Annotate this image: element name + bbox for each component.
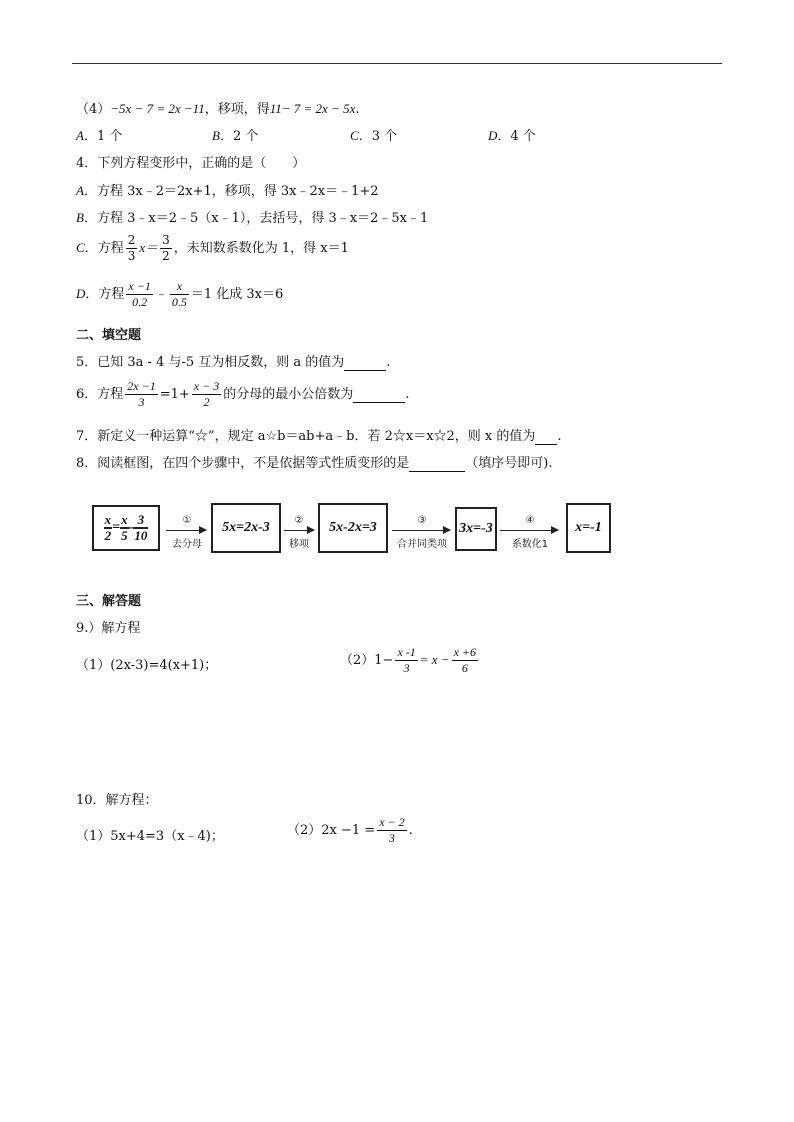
- option-letter: A: [76, 183, 84, 198]
- denominator: 0.2: [132, 295, 148, 309]
- option-letter: C: [350, 128, 359, 143]
- step-number: ①: [182, 515, 192, 526]
- fraction: [377, 815, 406, 846]
- option-text: 方程: [98, 287, 125, 302]
- result-equation: 11− 7 = 2x − 5x: [269, 101, 356, 116]
- option-letter: A: [76, 128, 84, 143]
- numerator: x − 2: [379, 815, 405, 829]
- step-number: ④: [525, 515, 535, 526]
- equation-text: （2）2x −1 =: [287, 823, 376, 838]
- option-letter: D: [76, 286, 86, 301]
- q8: [76, 452, 553, 472]
- q3-item4: [76, 98, 360, 117]
- flow-box-2: 5x=2x-3: [211, 503, 281, 553]
- question-text: =1+: [159, 387, 190, 402]
- option-text: 2 个: [232, 129, 259, 144]
- q7: [76, 425, 562, 445]
- q5: [76, 351, 390, 371]
- numerator: x: [170, 279, 189, 295]
- fraction: [192, 379, 221, 410]
- question-text: 7．新定义一种运算“☆”，规定 a☆b＝ab+a﹣b．若 2☆x＝x☆2，则 x 的值为: [76, 429, 536, 444]
- equation-text: = x −: [419, 652, 450, 667]
- numerator: 3: [133, 513, 148, 529]
- step-label: 系数化1: [511, 539, 549, 550]
- step-label: 移项: [289, 539, 309, 550]
- fraction: [395, 645, 417, 676]
- q9-part-2: [340, 645, 480, 676]
- option-text: 1 个: [96, 129, 123, 144]
- denominator: 5: [121, 528, 128, 543]
- q4-stem: 4．下列方程变形中，正确的是（ ）: [76, 156, 306, 171]
- punctuation: .: [557, 429, 562, 444]
- denominator: 2: [162, 249, 170, 263]
- numerator: x +6: [453, 645, 477, 659]
- numerator: x: [121, 512, 128, 527]
- question-text: 6．方程: [76, 387, 124, 402]
- denominator: 3: [138, 395, 145, 409]
- step-number: ③: [417, 515, 427, 526]
- denominator: 6: [461, 661, 468, 675]
- q4-option-c[interactable]: C．方程 $\frac{2}{3}$ x＝ $\frac{3}{2}$ ，未知数系数化为 1，得 x＝1: [76, 233, 349, 263]
- answer-blank[interactable]: [409, 456, 465, 472]
- equation-text: （2）1−: [340, 653, 394, 668]
- equation: −5x − 7 = 2x −11: [110, 101, 205, 116]
- numerator: 2x −1: [127, 379, 156, 393]
- step-number: ②: [294, 515, 304, 526]
- fraction: [120, 513, 129, 543]
- step-label: 去分母: [172, 539, 202, 550]
- question-text: 的分母的最小公倍数为: [223, 387, 354, 402]
- arrow-icon: [500, 530, 558, 531]
- fraction: [452, 645, 478, 676]
- flow-box-4: 3x=-3: [455, 507, 497, 551]
- q4-option-b[interactable]: B．方程 3﹣x＝2﹣5（x﹣1），去括号，得 3﹣x＝2﹣5x﹣1: [76, 210, 429, 226]
- option-text: ﹣: [154, 287, 168, 302]
- arrow-icon: [284, 530, 314, 531]
- q4-option-d[interactable]: D．方程 $\frac{x -1}{0.2}$ ﹣ $\frac{x}{0.5}$ ＝1 化成 3x＝6: [76, 279, 284, 309]
- option-text: 4 个: [510, 129, 536, 144]
- section-title: 三、解答题: [76, 594, 142, 609]
- flow-box-5: x=-1: [566, 503, 611, 553]
- step-label: 合并同类项: [397, 539, 447, 550]
- option-text: ＝1 化成 3x＝6: [190, 287, 284, 302]
- option-letter: D: [488, 128, 498, 143]
- operator: -: [128, 520, 134, 535]
- option-text: ，未知数系数化为 1，得 x＝1: [173, 241, 349, 256]
- punctuation: .: [386, 355, 391, 370]
- q9-part-1: （1）(2x-3)=4(x+1)；: [76, 658, 218, 673]
- header-rule: [72, 63, 722, 64]
- section-title: 二、填空题: [76, 328, 142, 343]
- option-letter: B: [76, 210, 84, 225]
- fraction: [104, 513, 113, 543]
- flow-box-3: 5x-2x=3: [318, 503, 388, 553]
- fraction: [126, 279, 152, 310]
- q10-part-1: （1）5x+4=3（x﹣4)；: [76, 829, 224, 844]
- denominator: 3: [403, 661, 410, 675]
- fraction: [160, 233, 172, 264]
- option-letter: C: [76, 240, 85, 255]
- option-text: 方程 3﹣x＝2﹣5（x﹣1），去括号，得 3﹣x＝2﹣5x﹣1: [96, 211, 429, 226]
- punctuation: .: [408, 823, 413, 838]
- option-text: 方程: [97, 241, 124, 256]
- q3-option-d[interactable]: D．4 个: [488, 128, 536, 144]
- fraction: [125, 379, 157, 410]
- numerator: x −1: [128, 279, 151, 293]
- fraction: [126, 233, 138, 264]
- q4-option-a[interactable]: A．方程 3x﹣2＝2x+1，移项，得 3x﹣2x＝﹣1+2: [76, 183, 379, 199]
- answer-blank[interactable]: [535, 429, 557, 445]
- option-letter: B: [212, 128, 220, 143]
- numerator: 3: [162, 233, 170, 247]
- punctuation: .: [355, 102, 360, 117]
- numerator: x -1: [397, 645, 416, 659]
- question-text: 5．已知 3a - 4 与-5 互为相反数，则 a 的值为: [76, 355, 345, 370]
- answer-blank[interactable]: [344, 355, 386, 371]
- numerator: 2: [127, 233, 136, 247]
- q3-option-c[interactable]: C．3 个: [350, 128, 398, 144]
- option-text: 3 个: [371, 129, 398, 144]
- operator: =: [112, 520, 121, 535]
- option-text: 方程 3x﹣2＝2x+1，移项，得 3x﹣2x＝﹣1+2: [96, 184, 379, 199]
- numerator: x − 3: [193, 379, 220, 393]
- fraction: [133, 513, 148, 543]
- item-text: ，移项，得: [204, 102, 270, 117]
- punctuation: .: [405, 387, 410, 402]
- q6: [76, 379, 409, 410]
- q10-stem: 10．解方程：: [76, 793, 158, 808]
- denominator: 0.5: [171, 295, 187, 309]
- arrow-icon: [166, 530, 206, 531]
- question-text: 8．阅读框图，在四个步骤中，不是依据等式性质变形的是: [76, 456, 410, 471]
- denominator: 3: [127, 249, 136, 263]
- q3-option-b[interactable]: B．2 个: [212, 128, 259, 144]
- fraction: [170, 279, 189, 310]
- option-text: x＝: [139, 240, 159, 255]
- denominator: 2: [203, 395, 210, 409]
- flow-box-1: [92, 505, 160, 551]
- denominator: 3: [388, 831, 395, 845]
- q10-part-2: [287, 815, 413, 846]
- punctuation: （填序号即可).: [465, 456, 553, 471]
- q3-option-a[interactable]: A．1 个: [76, 128, 123, 144]
- item-number: （4）: [76, 102, 111, 117]
- arrow-icon: [392, 530, 450, 531]
- denominator: 10: [134, 528, 148, 543]
- numerator: x: [104, 512, 112, 527]
- answer-blank[interactable]: [353, 387, 405, 403]
- denominator: 2: [104, 528, 112, 543]
- q9-stem: 9.）解方程: [76, 621, 141, 636]
